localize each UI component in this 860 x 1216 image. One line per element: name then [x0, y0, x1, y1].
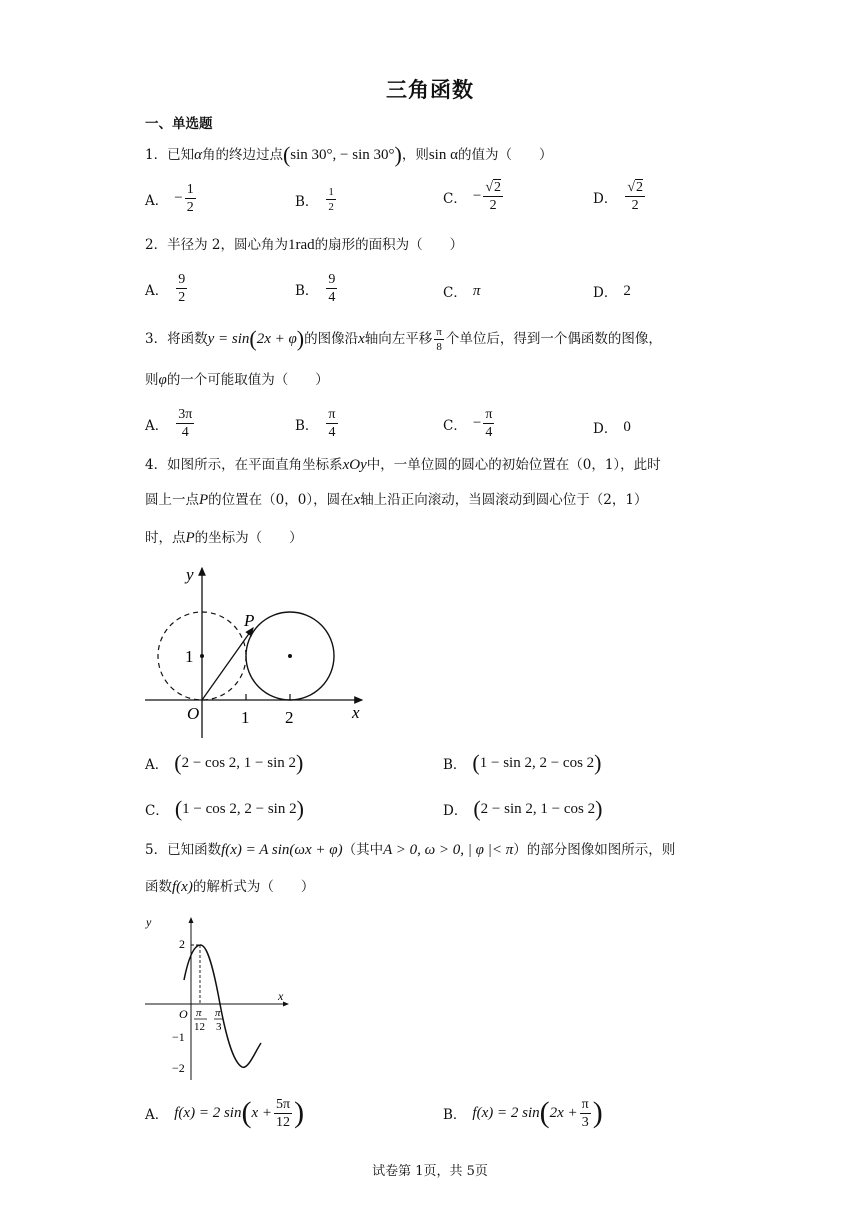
- fig4-label-2x: 2: [285, 708, 294, 727]
- question-3-line-2: 则φ的一个可能取值为（ ）: [145, 372, 329, 388]
- fig5-label-x: x: [278, 989, 284, 1003]
- q1-option-a[interactable]: A． − $\frac{1}{2}$: [145, 182, 194, 215]
- question-5: 5．已知函数f(x) = A sin(ωx + φ)（其中A > 0, ω > 0, | φ |< π）的部分图像如图所示，则: [145, 842, 676, 858]
- section-heading: 一、单选题: [145, 116, 213, 132]
- q1-suffix1: ，则: [401, 147, 429, 163]
- q5-option-b[interactable]: B． f(x) = 2 sin ( 2x + $\frac{\pi}{3}$ ): [443, 1096, 603, 1130]
- q3-option-c[interactable]: C． − $\frac{\pi}{4}$: [443, 407, 493, 440]
- fig4-label-o: O: [187, 704, 200, 723]
- q4-option-a[interactable]: A． ( 2 − cos 2, 1 − sin 2 ): [145, 750, 304, 775]
- q2-option-b[interactable]: B． $\frac{9}{4}$: [295, 272, 336, 305]
- q1-sinalpha: sin α: [428, 147, 458, 163]
- q4-option-d[interactable]: D． ( 2 − sin 2, 1 − cos 2 ): [443, 796, 603, 821]
- fig5-label-y: y: [146, 915, 152, 929]
- q1-point: sin 30°, − sin 30°: [290, 147, 395, 163]
- question-4: 4．如图所示，在平面直角坐标系xOy中，一单位圆的圆心的初始位置在（0，1），此时: [145, 457, 661, 473]
- fig4-label-1y: 1: [185, 647, 194, 666]
- fig4-label-x: x: [352, 703, 360, 722]
- q2-option-a[interactable]: A． $\frac{9}{2}$: [145, 272, 186, 305]
- q2-option-d[interactable]: D． 2: [593, 282, 631, 301]
- rolling-circle-figure: [140, 560, 380, 745]
- fig4-label-y: y: [186, 565, 194, 584]
- q1-option-c[interactable]: C． − $\frac{√2}{2}$: [443, 180, 501, 213]
- q1-option-b[interactable]: B． $\frac{1}{2}$: [295, 186, 334, 213]
- q3-option-d[interactable]: D． 0: [593, 418, 631, 437]
- question-5-line-2: 函数f(x)的解析式为（ ）: [145, 879, 315, 895]
- q2-option-c[interactable]: C． π: [443, 282, 481, 301]
- fig5-label-m1: −1: [172, 1030, 185, 1044]
- fig5-label-pi12-num: π: [196, 1007, 202, 1019]
- fig5-label-m2: −2: [172, 1061, 185, 1075]
- q1-option-d[interactable]: D． $\frac{√2}{2}$: [593, 180, 644, 213]
- fig5-label-pi3-num: π: [215, 1007, 221, 1019]
- q3-option-b[interactable]: B． $\frac{\pi}{4}$: [295, 407, 336, 440]
- q1-alpha: α: [194, 147, 202, 163]
- q1-mid: 角的终边过点: [201, 147, 283, 163]
- question-2: 2．半径为 2，圆心角为1rad的扇形的面积为（ ）: [145, 237, 464, 253]
- fig4-label-p: P: [244, 611, 255, 630]
- fig5-label-pi3-den: 3: [216, 1021, 222, 1033]
- question-1: 1．已知α角的终边过点(sin 30°, − sin 30°)，则sin α的值为（ ）: [145, 142, 553, 167]
- initial-center: [200, 654, 204, 658]
- sine-graph-figure: [140, 912, 300, 1084]
- page-footer: 试卷第 1页，共 5页: [372, 1164, 488, 1179]
- fig5-label-o: O: [179, 1007, 188, 1021]
- q1-prefix: 1．已知: [145, 147, 195, 163]
- q5-option-a[interactable]: A． f(x) = 2 sin ( x + $\frac{5\pi}{12}$ ): [145, 1096, 305, 1130]
- fig5-label-2: 2: [179, 937, 185, 951]
- question-4-line-3: 时，点P的坐标为（ ）: [145, 530, 303, 546]
- fig4-label-1x: 1: [241, 708, 250, 727]
- q4-option-b[interactable]: B． ( 1 − sin 2, 2 − cos 2 ): [443, 750, 602, 775]
- question-3: 3．将函数y = sin(2x + φ)的图像沿x轴向左平移 $\frac{\pi}{8}$ 个单位后，得到一个偶函数的图像，: [145, 326, 662, 353]
- page-title: 三角函数: [386, 78, 474, 102]
- q1-suffix2: 的值为（ ）: [457, 147, 553, 163]
- q3-option-a[interactable]: A． $\frac{3\pi}{4}$: [145, 407, 193, 440]
- fig5-label-pi12-den: 12: [194, 1021, 205, 1033]
- q4-option-c[interactable]: C． ( 1 − cos 2, 2 − sin 2 ): [145, 796, 304, 821]
- rolled-center: [288, 654, 292, 658]
- question-4-line-2: 圆上一点P的位置在（0，0），圆在x轴上沿正向滚动，当圆滚动到圆心位于（2，1）: [145, 492, 648, 508]
- op-vector: [202, 628, 253, 700]
